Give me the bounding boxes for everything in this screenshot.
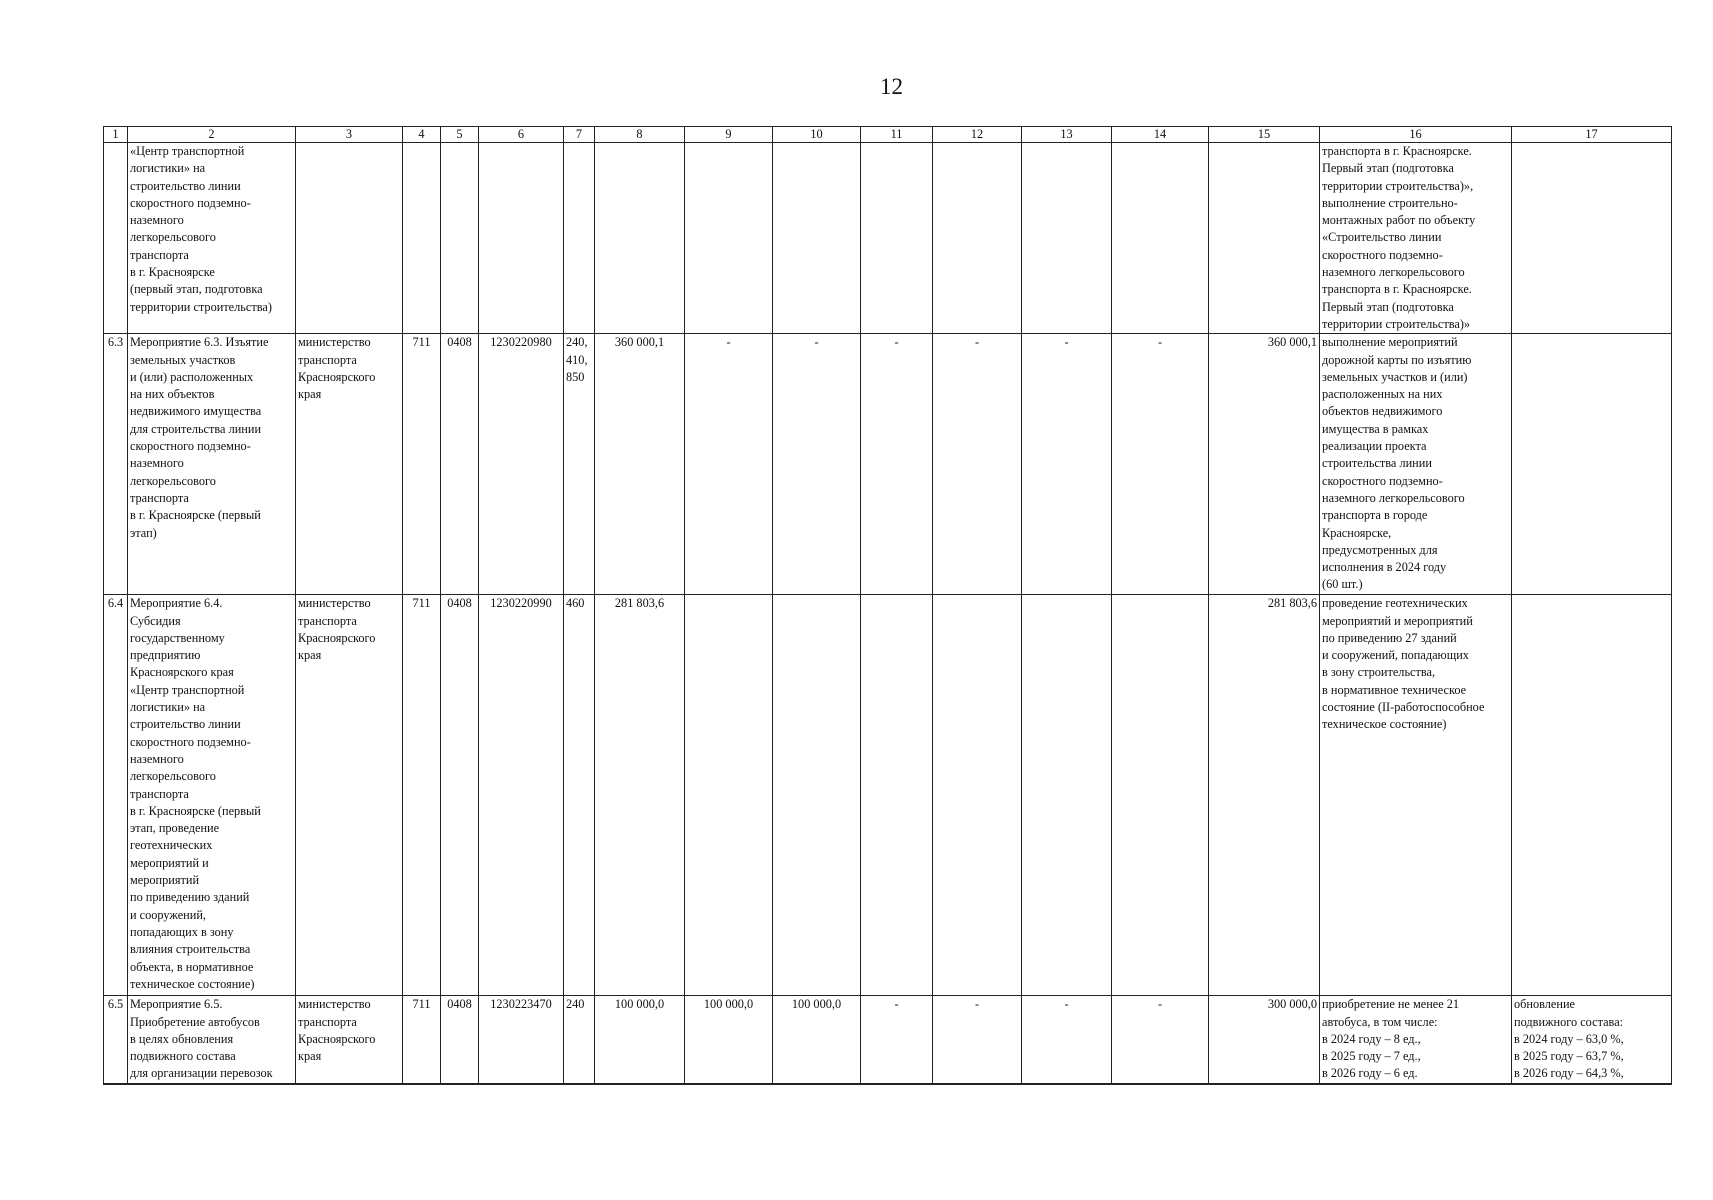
amount-col-9 [685,143,773,334]
target-article-code: 1230223470 [479,996,564,1084]
grbs-code: 711 [403,595,441,996]
measure-name: Мероприятие 6.5. Приобретение автобусов в целях обновления подвижного состава для организации перевозок [128,996,296,1084]
expense-type-code [564,143,595,334]
col-header-10: 10 [773,127,861,143]
indicator: обновление подвижного состава: в 2024 году – 63,0 %, в 2025 году – 63,7 %, в 2026 году – 64,3 %, [1512,996,1672,1084]
row-number: 6.3 [104,334,128,595]
col-header-9: 9 [685,127,773,143]
amount-total: 300 000,0 [1209,996,1320,1084]
amount-col-12: - [933,996,1022,1084]
amount-col-14: - [1112,996,1209,1084]
measure-name: «Центр транспортной логистики» на строительство линии скоростного подземно- наземного легкорельсового транспорта в г. Красноярске (первый этап, подготовка территории строительства) [128,143,296,334]
grbs-code: 711 [403,334,441,595]
amount-col-11 [861,595,933,996]
expected-result: выполнение мероприятий дорожной карты по изъятию земельных участков и (или) расположенных на них объектов недвижимого имущества в рамках реализации проекта строительства линии скоростного подземно- наземного легкорельсового транспорта в городе Красноярске, предусмотренных для исполнения в 2024 году (60 шт.) [1320,334,1512,595]
indicator [1512,595,1672,996]
page-number: 12 [880,74,903,99]
col-header-7: 7 [564,127,595,143]
amount-col-12 [933,595,1022,996]
grbs-code: 711 [403,996,441,1084]
amount-col-10: 100 000,0 [773,996,861,1084]
row-number [104,143,128,334]
col-header-15: 15 [1209,127,1320,143]
responsible-executor: министерство транспорта Красноярского края [296,996,403,1084]
col-header-2: 2 [128,127,296,143]
amount-col-13: - [1022,334,1112,595]
col-header-12: 12 [933,127,1022,143]
table-row-6-5 [104,996,1672,1084]
column-number-header [104,127,1672,143]
target-article-code [479,143,564,334]
amount-col-13 [1022,143,1112,334]
amount-col-14 [1112,143,1209,334]
amount-col-11 [861,143,933,334]
responsible-executor: министерство транспорта Красноярского края [296,595,403,996]
amount-col-12 [933,143,1022,334]
table-row-6-3 [104,334,1672,595]
col-header-16: 16 [1320,127,1512,143]
col-header-5: 5 [441,127,479,143]
section-code [441,143,479,334]
amount-col-12: - [933,334,1022,595]
expected-result: транспорта в г. Красноярске. Первый этап (подготовка территории строительства)», выполнение строительно- монтажных работ по объекту «Строительство линии скоростного подземно- наземного легкорельсового транспорта в г. Красноярске. Первый этап (подготовка территории строительства)» [1320,143,1512,334]
table-row-6-4 [104,595,1672,996]
program-table [103,126,1672,1085]
responsible-executor [296,143,403,334]
target-article-code: 1230220980 [479,334,564,595]
amount-col-9: - [685,334,773,595]
col-header-1: 1 [104,127,128,143]
expected-result: приобретение не менее 21 автобуса, в том числе: в 2024 году – 8 ед., в 2025 году – 7 ед., в 2026 году – 6 ед. [1320,996,1512,1084]
amount-col-11: - [861,334,933,595]
amount-col-9 [685,595,773,996]
col-header-17: 17 [1512,127,1672,143]
amount-col-10 [773,143,861,334]
amount-col-14: - [1112,334,1209,595]
expense-type-code: 240, 410, 850 [564,334,595,595]
expense-type-code: 460 [564,595,595,996]
section-code: 0408 [441,595,479,996]
indicator [1512,143,1672,334]
amount-col-10: - [773,334,861,595]
amount-total: 360 000,1 [1209,334,1320,595]
target-article-code: 1230220990 [479,595,564,996]
header-row [104,127,1672,143]
grbs-code [403,143,441,334]
col-header-8: 8 [595,127,685,143]
col-header-13: 13 [1022,127,1112,143]
indicator [1512,334,1672,595]
amount-col-10 [773,595,861,996]
amount-col-9: 100 000,0 [685,996,773,1084]
col-header-3: 3 [296,127,403,143]
amount-col-13 [1022,595,1112,996]
section-code: 0408 [441,996,479,1084]
responsible-executor: министерство транспорта Красноярского края [296,334,403,595]
expected-result: проведение геотехнических мероприятий и мероприятий по приведению 27 зданий и сооружений, попадающих в зону строительства, в нормативное техническое состояние (II-работоспособное техническое состояние) [1320,595,1512,996]
measure-name: Мероприятие 6.4. Субсидия государственному предприятию Красноярского края «Центр транспортной логистики» на строительство линии скоростного подземно- наземного легкорельсового транспорта в г. Красноярске (первый этап, проведение геотехнических мероприятий и мероприятий по приведению зданий и сооружений, попадающих в зону влияния строительства объекта, в нормативное техническое состояние) [128,595,296,996]
amount-col-8: 360 000,1 [595,334,685,595]
col-header-11: 11 [861,127,933,143]
row-number: 6.5 [104,996,128,1084]
amount-total [1209,143,1320,334]
amount-col-8: 100 000,0 [595,996,685,1084]
measure-name: Мероприятие 6.3. Изъятие земельных участков и (или) расположенных на них объектов недвижимого имущества для строительства линии скоростного подземно- наземного легкорельсового транспорта в г. Красноярске (первый этап) [128,334,296,595]
amount-col-14 [1112,595,1209,996]
amount-col-13: - [1022,996,1112,1084]
expense-type-code: 240 [564,996,595,1084]
amount-col-8: 281 803,6 [595,595,685,996]
amount-col-8 [595,143,685,334]
col-header-14: 14 [1112,127,1209,143]
table-row-continuation [104,143,1672,334]
amount-total: 281 803,6 [1209,595,1320,996]
col-header-6: 6 [479,127,564,143]
col-header-4: 4 [403,127,441,143]
section-code: 0408 [441,334,479,595]
row-number: 6.4 [104,595,128,996]
amount-col-11: - [861,996,933,1084]
